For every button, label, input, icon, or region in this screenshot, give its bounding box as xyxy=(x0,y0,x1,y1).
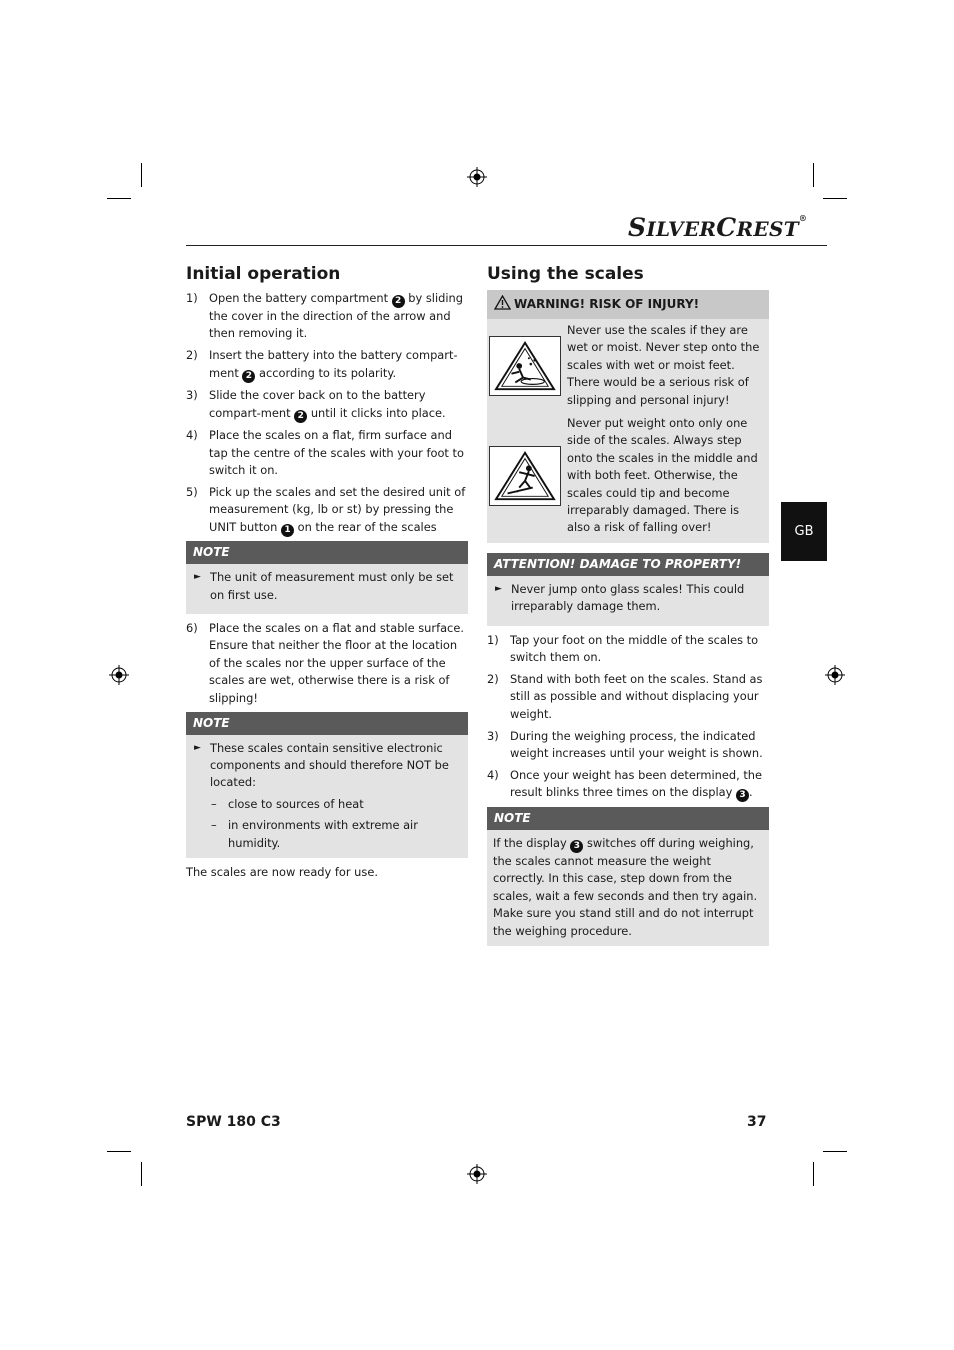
language-tab: GB xyxy=(781,502,827,561)
closing-text: The scales are now ready for use. xyxy=(186,864,378,879)
brand-logo: SILVERCREST® xyxy=(628,213,808,242)
note-title: NOTE xyxy=(186,712,468,735)
attention-text: Never jump onto glass scales! This could irreparably damage them. xyxy=(511,581,745,614)
ref-number-icon: 3 xyxy=(736,789,749,802)
warning-text-wet: Never use the scales if they are wet or moist. Never step onto the scales with wet or moist feet. There would be a serious risk of slipping and personal injury! xyxy=(567,323,760,407)
attention-title: ATTENTION! DAMAGE TO PROPERTY! xyxy=(487,553,769,576)
note-box xyxy=(186,541,468,614)
note-title: NOTE xyxy=(487,807,769,830)
step-item: 6) Place the scales on a flat and stable surface. Ensure that neither the floor at the location of the scales nor the upper surface of the scales are wet, otherwise there is a risk of slipping! xyxy=(186,620,464,705)
note-dash-item: in environments with extreme air humidity. xyxy=(228,818,418,850)
crop-mark xyxy=(823,1151,847,1152)
crop-mark xyxy=(107,198,131,199)
ref-number-icon: 2 xyxy=(242,370,255,383)
note-box: NOTE ► These scales contain sensitive electronic components and should therefore NOT be located: – close to sources of heat – in environments with extreme air humidity. xyxy=(186,712,468,858)
section-title-using-scales: Using the scales xyxy=(487,264,644,284)
step-item: 5) Pick up the scales and set the desired unit of measurement (kg, lb or st) by pressing the UNIT button 1 on the rear of the scales xyxy=(186,484,466,535)
warning-title: WARNING! RISK OF INJURY! xyxy=(487,290,769,319)
bullet-arrow-icon: ► xyxy=(495,583,502,594)
warning-text-tip: Never put weight onto only one side of the scales. Always step onto the scales in the middle and with both feet. Otherwise, the scales could tip and become irreparably damaged. There is also a risk of falling over! xyxy=(567,416,758,535)
crop-mark xyxy=(823,198,847,199)
note-title: NOTE xyxy=(186,541,468,564)
left-column xyxy=(186,262,468,881)
note-text: These scales contain sensitive electronic components and should therefore NOT be located: xyxy=(210,740,449,790)
warning-triangle-icon xyxy=(494,295,511,310)
note-text: If the display 3 switches off during weighing, the scales cannot measure the weight correctly. In this case, step down from the scales, wait a few seconds and then try again. Make sure you stand still and do not interrupt the weighing procedure. xyxy=(493,835,758,938)
attention-box xyxy=(487,553,769,626)
crop-mark xyxy=(141,1162,142,1186)
crop-mark xyxy=(813,163,814,187)
section-title-initial-operation: Initial operation xyxy=(186,264,341,284)
registration-mark-icon xyxy=(467,1164,487,1184)
step-item: 2) Stand with both feet on the scales. Stand as still as possible and without displacing your weight. xyxy=(487,672,763,721)
ref-number-icon: 2 xyxy=(392,295,405,308)
note-text: The unit of measurement must only be set on first use. xyxy=(210,570,454,602)
step-item: 3) During the weighing process, the indicated weight increases until your weight is shown. xyxy=(487,728,763,761)
warning-box xyxy=(487,290,769,543)
model-number: SPW 180 C3 xyxy=(186,1114,281,1130)
bullet-arrow-icon: ► xyxy=(194,742,201,753)
step-item: 4) Once your weight has been determined, the result blinks three times on the display 3 . xyxy=(487,768,763,801)
tipping-hazard-icon xyxy=(489,446,561,506)
step-item: 2) Insert the battery into the battery compart-ment 2 according to its polarity. xyxy=(186,348,458,381)
step-item: 3) Slide the cover back on to the battery compart-ment 2 until it clicks into place. xyxy=(186,388,446,421)
crop-mark xyxy=(141,163,142,187)
page-number: 37 xyxy=(747,1114,767,1130)
header-rule xyxy=(186,245,827,246)
initial-steps-list xyxy=(186,290,468,537)
note-box xyxy=(487,807,769,946)
ref-number-icon: 1 xyxy=(281,524,294,537)
ref-number-icon: 2 xyxy=(294,410,307,423)
slipping-hazard-icon xyxy=(489,336,561,396)
note-dash-item: close to sources of heat xyxy=(228,796,364,811)
right-column xyxy=(487,262,769,952)
registration-mark-icon xyxy=(467,167,487,187)
step-item: 1) Tap your foot on the middle of the scales to switch them on. xyxy=(487,632,759,665)
weighing-steps-list xyxy=(487,632,769,803)
crop-mark xyxy=(813,1162,814,1186)
bullet-arrow-icon: ► xyxy=(194,572,201,583)
step6-list xyxy=(186,620,468,707)
step-item: 4) Place the scales on a flat, firm surface and tap the centre of the scales with your foot to switch it on. xyxy=(186,428,464,477)
ref-number-icon: 3 xyxy=(570,840,583,853)
registration-mark-icon xyxy=(825,665,845,685)
registration-mark-icon xyxy=(109,665,129,685)
step-item: 1) Open the battery compartment 2 by sliding the cover in the direction of the arrow and then removing it. xyxy=(186,291,463,341)
crop-mark xyxy=(107,1151,131,1152)
